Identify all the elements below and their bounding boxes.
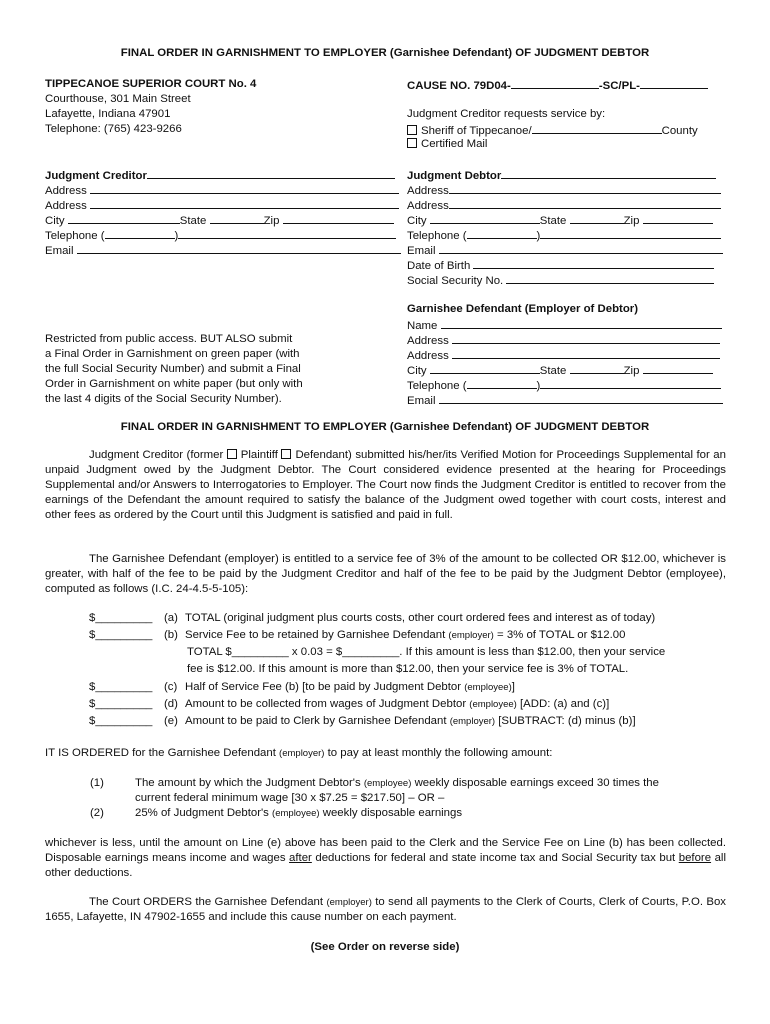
creditor-heading: Judgment Creditor [45, 170, 147, 182]
fee-a-label: (a) [164, 612, 178, 624]
creditor-city-field[interactable] [68, 212, 180, 224]
debtor-dob-label: Date of Birth [407, 260, 471, 272]
fee-c-text: Half of Service Fee (b) [to be paid by Judgment Debtor [185, 681, 462, 693]
fee-e-field[interactable]: _________ [95, 715, 153, 727]
fee-c-tail: ] [511, 681, 515, 693]
computed-fee-field[interactable]: _________ [342, 646, 400, 658]
cause-number[interactable] [407, 77, 708, 93]
p3-middle: deductions for federal and state income tax and Social Security tax but [315, 852, 676, 864]
court-city: Lafayette, Indiana 47901 [45, 108, 171, 120]
debtor-address-label: Address [407, 200, 449, 212]
debtor-phone-row[interactable] [407, 227, 721, 243]
creditor-address-row-2[interactable] [45, 197, 399, 213]
fee-rule-2: fee is $12.00. If this amount is more than $12.00, then your service fee is 3% of TOTAL. [187, 663, 629, 675]
service-intro: Judgment Creditor requests service by: [407, 108, 606, 120]
item-1-text [135, 776, 659, 791]
cause-field-1[interactable] [511, 77, 599, 89]
payment-paragraph [45, 895, 726, 925]
service-fee-paragraph [45, 552, 726, 597]
debtor-name-row[interactable] [407, 167, 716, 183]
debtor-ssn-field[interactable] [506, 272, 714, 284]
creditor-phone-field[interactable] [178, 227, 396, 239]
garnishee-state-label: State [539, 365, 567, 377]
garnishee-address-label: Address [407, 335, 449, 347]
item-1-lead: The amount by which the Judgment Debtor's [135, 777, 361, 789]
dollar-sign: $ [89, 681, 96, 693]
fee-d-field[interactable]: _________ [95, 698, 153, 710]
debtor-city-row[interactable] [407, 212, 713, 228]
fee-d-employee: (employee) [469, 699, 517, 710]
garnishee-city-field[interactable] [430, 362, 540, 374]
debtor-email-field[interactable] [439, 242, 723, 254]
fee-d-text: Amount to be collected from wages of Judgment Debtor [185, 698, 467, 710]
court-phone: Telephone: (765) 423-9266 [45, 123, 182, 135]
total-field[interactable]: _________ [231, 646, 289, 658]
garnishee-state-field[interactable] [570, 362, 624, 374]
garnishee-heading: Garnishee Defendant (Employer of Debtor) [407, 303, 639, 315]
restricted-line-1: Restricted from public access. BUT ALSO submit [45, 333, 293, 345]
sheriff-label: Sheriff of Tippecanoe/ [421, 125, 532, 137]
fee-e-text: Amount to be paid to Clerk by Garnishee Defendant [185, 715, 447, 727]
garnishee-address-field-2[interactable] [452, 347, 720, 359]
restricted-line-2: a Final Order in Garnishment on green paper (with [45, 348, 300, 360]
cause-field-2[interactable] [640, 77, 708, 89]
item-2-lead: 25% of Judgment Debtor's [135, 807, 269, 819]
debtor-phone-field[interactable] [540, 227, 721, 239]
debtor-city-label: City [407, 215, 427, 227]
creditor-state-field[interactable] [210, 212, 264, 224]
garnishee-email-row[interactable] [407, 392, 723, 408]
multiplier-label: x 0.03 = $ [291, 646, 343, 658]
creditor-state-label: State [179, 215, 207, 227]
debtor-heading: Judgment Debtor [407, 170, 502, 182]
p4-employer: (employer) [326, 897, 372, 908]
item-1-number: (1) [90, 777, 104, 789]
garnishee-address-field-1[interactable] [452, 332, 720, 344]
creditor-paren: ) [174, 230, 179, 242]
debtor-state-label: State [539, 215, 567, 227]
garnishee-address-label: Address [407, 350, 449, 362]
creditor-city-row[interactable] [45, 212, 394, 228]
garnishee-name-field[interactable] [441, 317, 722, 329]
creditor-name-row[interactable] [45, 167, 395, 183]
garnishee-email-label: Email [407, 395, 436, 407]
creditor-zip-field[interactable] [283, 212, 394, 224]
item-1-employee: (employee) [363, 778, 412, 789]
p3-before: before [678, 852, 712, 864]
form-title: FINAL ORDER IN GARNISHMENT TO EMPLOYER (Garnishee Defendant) OF JUDGMENT DEBTOR [120, 47, 650, 59]
cause-label: CAUSE NO. 79D04- [407, 80, 511, 92]
ordered-employer: (employer) [279, 748, 325, 759]
fee-b-text: Service Fee to be retained by Garnishee Defendant [185, 629, 446, 641]
p3-lead: whichever is less, until the amount on Line (e) above has been paid to the Clerk and the Service Fee on Line (b) has been collected. Disposable earnings means income and wages [45, 837, 726, 864]
debtor-address-field-1[interactable] [449, 182, 721, 194]
garnishee-phone-field[interactable] [540, 377, 721, 389]
debtor-name-field[interactable] [501, 167, 716, 179]
total-label: TOTAL $ [187, 646, 232, 658]
debtor-paren: ) [536, 230, 541, 242]
creditor-email-row[interactable] [45, 242, 401, 258]
item-1-tail: weekly disposable earnings exceed 30 times the [414, 777, 659, 789]
creditor-area-code-field[interactable] [105, 227, 175, 239]
service-sheriff[interactable] [407, 122, 698, 138]
fee-e-employer: (employer) [449, 716, 496, 727]
debtor-address-row-1[interactable] [407, 182, 721, 198]
plaintiff-label: Plaintiff [240, 449, 278, 461]
p3-after: after [289, 852, 312, 864]
reverse-side-note: (See Order on reverse side) [310, 941, 460, 953]
finding-paragraph [45, 448, 726, 523]
debtor-state-field[interactable] [570, 212, 624, 224]
p3-tail: all other deductions. [45, 852, 726, 879]
creditor-name-field[interactable] [147, 167, 395, 179]
cause-mid: -SC/PL- [598, 80, 640, 92]
garnishee-zip-label: Zip [623, 365, 640, 377]
whichever-paragraph [45, 836, 726, 881]
creditor-address-label: Address [45, 200, 87, 212]
garnishee-city-row[interactable] [407, 362, 713, 378]
fee-e-tail: [SUBTRACT: (d) minus (b)] [498, 715, 636, 727]
item-2-tail: weekly disposable earnings [322, 807, 463, 819]
restricted-line-3: the full Social Security Number) and submit a Final [45, 363, 301, 375]
fee-rule-1: . If this amount is less than $12.00, then your service [399, 646, 666, 658]
fee-d-tail: [ADD: (a) and (c)] [520, 698, 610, 710]
debtor-email-row[interactable] [407, 242, 723, 258]
debtor-address-row-2[interactable] [407, 197, 721, 213]
sheriff-county-field[interactable] [532, 122, 662, 134]
service-certified[interactable] [407, 137, 487, 151]
creditor-address-label: Address [45, 185, 87, 197]
item-2-employee: (employee) [272, 808, 320, 819]
dollar-sign: $ [89, 698, 96, 710]
debtor-area-code-field[interactable] [467, 227, 537, 239]
p1-lead: Judgment Creditor (former [89, 449, 224, 461]
debtor-address-field-2[interactable] [449, 197, 721, 209]
item-1-line-2: current federal minimum wage [30 x $7.25 = $217.50] – OR – [135, 792, 445, 804]
garnishee-address-row-2[interactable] [407, 347, 720, 363]
fee-d-label: (d) [164, 698, 178, 710]
item-2-text [135, 806, 462, 821]
county-label: County [661, 125, 698, 137]
court-name: TIPPECANOE SUPERIOR COURT No. 4 [45, 78, 257, 90]
creditor-email-field[interactable] [77, 242, 401, 254]
fee-b-field[interactable]: _________ [95, 629, 153, 641]
dollar-sign: $ [89, 629, 96, 641]
p2-body: The Garnishee Defendant (employer) is entitled to a service fee of 3% of the amount to be collected OR $12.00, whichever is greater, with half of the fee to be paid by the Judgment Creditor and half of the fee to be paid by the Judgment Debtor (employee), computed as follows (I.C. 24-4.5-5-105): [45, 553, 726, 595]
plaintiff-checkbox[interactable] [227, 449, 237, 459]
creditor-address-field-2[interactable] [90, 197, 399, 209]
p4-tail: to send all payments to the Clerk of Courts, Clerk of Courts, P.O. Box 1655, Lafayette, IN 47902-1655 and include this cause number on each payment. [45, 896, 726, 923]
debtor-zip-label: Zip [623, 215, 640, 227]
fee-c-field[interactable]: _________ [95, 681, 153, 693]
fee-a-text: TOTAL (original judgment plus courts costs, other court ordered fees and interest as of today) [185, 612, 656, 624]
debtor-ssn-label: Social Security No. [407, 275, 504, 287]
fee-a-field[interactable]: _________ [95, 612, 153, 624]
debtor-city-field[interactable] [430, 212, 540, 224]
debtor-ssn-row[interactable] [407, 272, 714, 288]
garnishee-paren: ) [536, 380, 541, 392]
fee-c-label: (c) [164, 681, 178, 693]
ordered-tail: to pay at least monthly the following amount: [327, 747, 553, 759]
debtor-address-label: Address [407, 185, 449, 197]
order-title: FINAL ORDER IN GARNISHMENT TO EMPLOYER (Garnishee Defendant) OF JUDGMENT DEBTOR [120, 421, 650, 433]
p1-body: Defendant) submitted his/her/its Verified Motion for Proceedings Supplemental for an unpaid Judgment owed by the Judgment Debtor. The Court considered evidence presented at the hearing for Proceedings Supplemental and/or Answers to Interrogatories to Employer. The Court now finds the Judgment Creditor is entitled to recover from the earnings of the Defendant the amount required to satisfy the balance of the Judgment owed together with court costs, interest and other fees as ordered by the Court until this Judgment is satisfied and paid in full. [45, 449, 726, 521]
fee-c-employee: (employee) [464, 682, 512, 693]
debtor-email-label: Email [407, 245, 436, 257]
creditor-address-row-1[interactable] [45, 182, 399, 198]
fee-b-tail: = 3% of TOTAL or $12.00 [497, 629, 626, 641]
ordered-lead: IT IS ORDERED for the Garnishee Defendant [45, 747, 276, 759]
garnishee-email-field[interactable] [439, 392, 723, 404]
creditor-phone-label: Telephone ( [45, 230, 105, 242]
debtor-zip-field[interactable] [643, 212, 713, 224]
garnishee-area-code-field[interactable] [467, 377, 537, 389]
garnishee-address-row-1[interactable] [407, 332, 720, 348]
creditor-address-field-1[interactable] [90, 182, 399, 194]
creditor-email-label: Email [45, 245, 74, 257]
garnishee-phone-label: Telephone ( [407, 380, 467, 392]
fee-e-label: (e) [164, 715, 178, 727]
debtor-dob-row[interactable] [407, 257, 714, 273]
debtor-phone-label: Telephone ( [407, 230, 467, 242]
garnishee-name-label: Name [407, 320, 438, 332]
fee-b-employer: (employer) [448, 630, 494, 641]
court-address: Courthouse, 301 Main Street [45, 93, 191, 105]
dollar-sign: $ [89, 715, 96, 727]
dollar-sign: $ [89, 612, 96, 624]
ordered-line [45, 746, 552, 761]
creditor-zip-label: Zip [263, 215, 280, 227]
certified-checkbox[interactable] [407, 138, 417, 148]
item-2-number: (2) [90, 807, 104, 819]
garnishee-phone-row[interactable] [407, 377, 721, 393]
garnishee-zip-field[interactable] [643, 362, 713, 374]
restricted-line-4: Order in Garnishment on white paper (but only with [45, 378, 303, 390]
restricted-line-5: the last 4 digits of the Social Security Number). [45, 393, 282, 405]
creditor-city-label: City [45, 215, 65, 227]
defendant-checkbox[interactable] [281, 449, 291, 459]
p4-lead: The Court ORDERS the Garnishee Defendant [89, 896, 324, 908]
sheriff-checkbox[interactable] [407, 125, 417, 135]
garnishee-city-label: City [407, 365, 427, 377]
fee-b-label: (b) [164, 629, 178, 641]
debtor-dob-field[interactable] [473, 257, 714, 269]
creditor-phone-row[interactable] [45, 227, 396, 243]
garnishee-name-row[interactable] [407, 317, 722, 333]
certified-label: Certified Mail [421, 138, 488, 150]
